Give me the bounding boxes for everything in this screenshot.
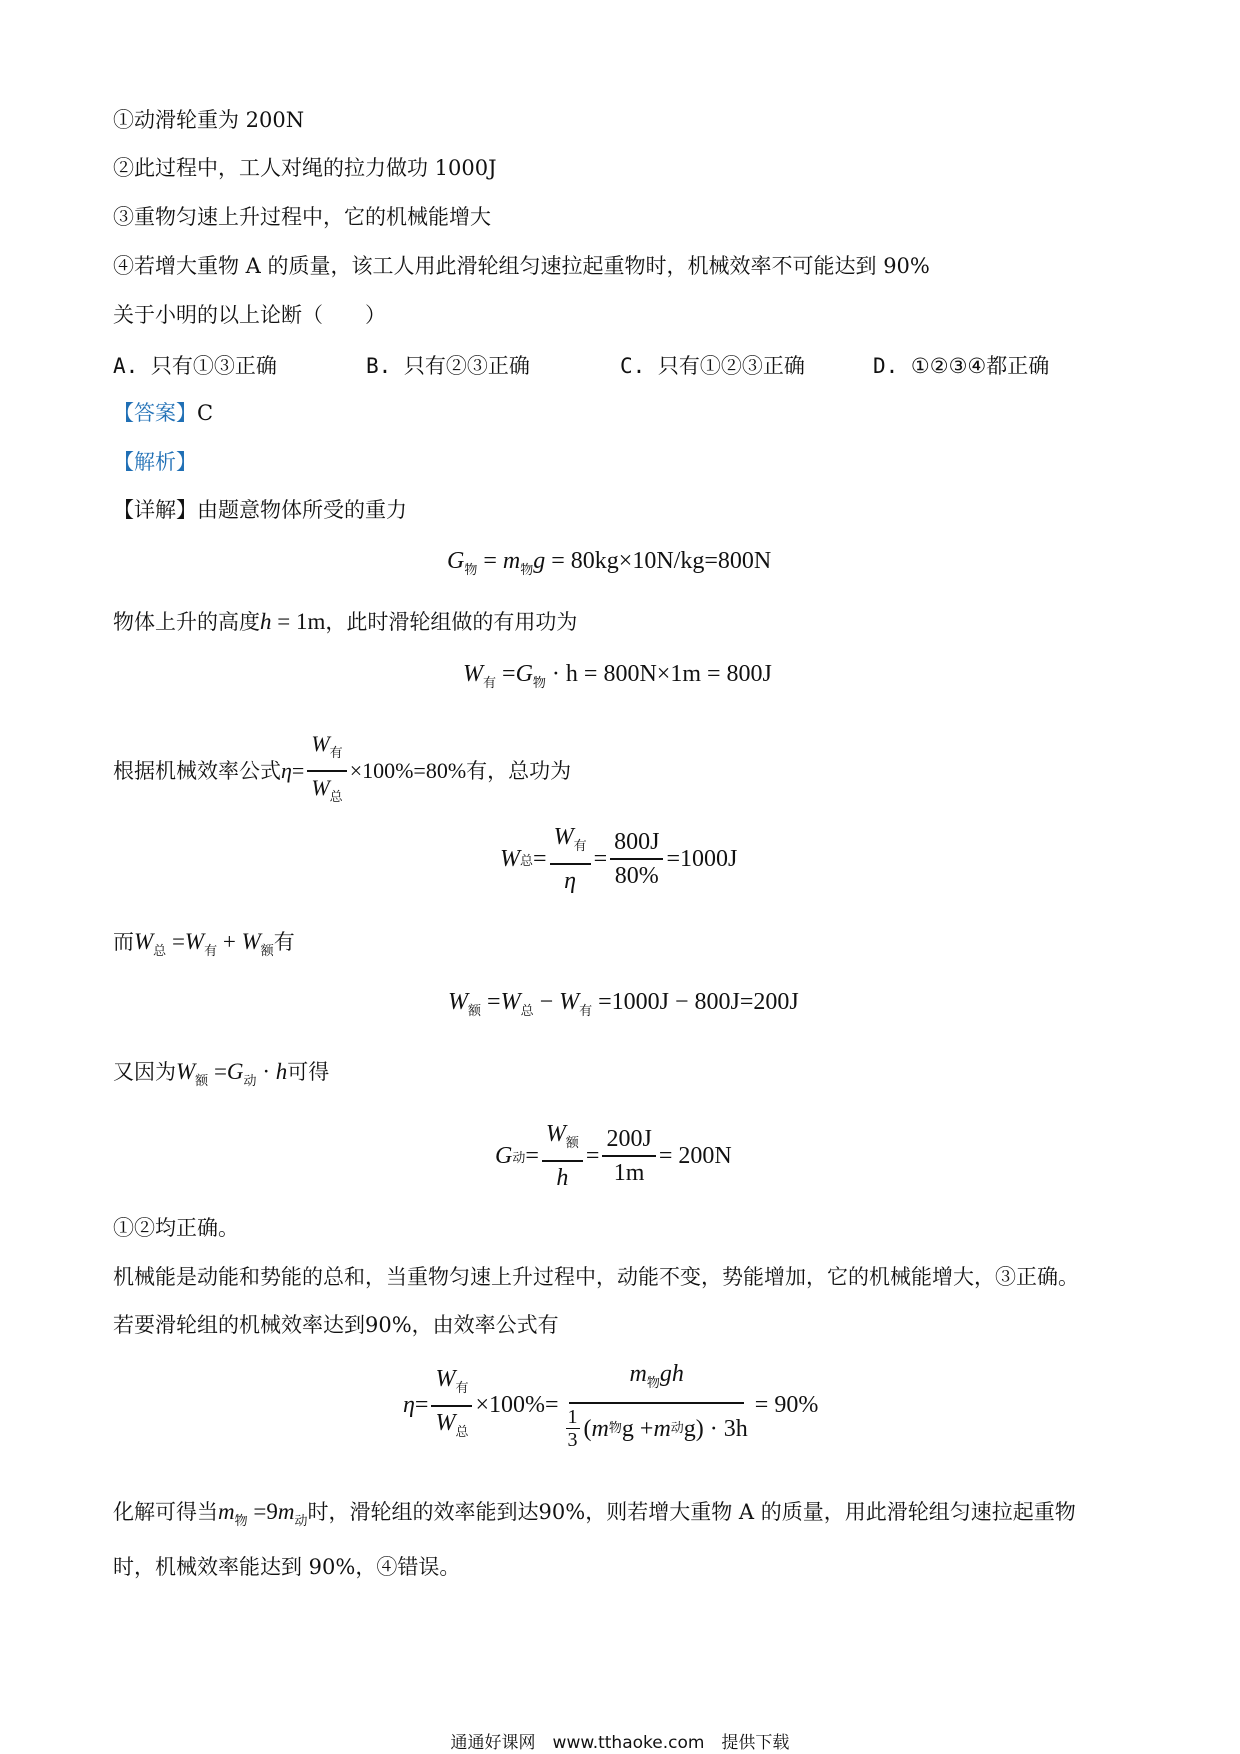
conclusion-1-2: ①②均正确。	[113, 1216, 239, 1240]
footer-source: 通通好课网 www.tthaoke.com 提供下载	[450, 1733, 790, 1753]
analysis-label-text: 【解析】	[113, 450, 197, 474]
detail-line	[113, 496, 407, 524]
extra-work-relation-line: 又因为$W_额 =G_动 \cdot h$可得	[113, 1059, 330, 1089]
equation-extra-work: $W_额 =W_总 - W_有 =1000J - 800J=200J$	[448, 989, 799, 1019]
equation-gravity: $G_物 = m_物g = 80kg\times 10N/kg=800N$	[447, 548, 772, 578]
statement-1: ①动滑轮重为 200N	[113, 108, 305, 132]
option-a: A. 只有①③正确	[113, 354, 277, 378]
final-conclusion: 时，机械效率能达到 90%，④错误。	[113, 1555, 461, 1579]
condition-90-line: 若要滑轮组的机械效率达到90%，由效率公式有	[113, 1313, 559, 1337]
efficiency-line: 根据机械效率公式 η = $\frac{W_有}{W_总}$ ×100%=80% 有，总功为	[113, 736, 571, 806]
option-b: B. 只有②③正确	[366, 354, 530, 378]
equation-total-work: W 总 = $\frac{W_有}{\eta}$ = $\frac{800J}{80\%}$ =1000J	[500, 824, 738, 894]
efficiency-fraction: $\frac{W_有}{W_总}$	[307, 730, 346, 812]
analysis-label	[113, 448, 197, 476]
equation-useful-work: $W_有 =G_物 \cdot h = 800N\times 1m = 800J$	[463, 661, 772, 691]
equation-efficiency-90: η = $\frac{W_有}{W_总}$ ×100%= $m_物gh$ $\frac{1}{3}$ ( m 物 g + m 动 g) · 3h = 90%	[403, 1361, 819, 1451]
height-line: 物体上升的高度h = 1m，此时滑轮组做的有用功为	[113, 609, 578, 634]
detail-text: 由题意物体所受的重力	[197, 498, 407, 522]
answer-label: 【答案】	[113, 401, 197, 425]
answer-value: C	[197, 401, 214, 425]
answer-line	[113, 399, 213, 427]
statement-4: ④若增大重物 A 的质量，该工人用此滑轮组匀速拉起重物时，机械效率不可能达到 90%	[113, 254, 930, 278]
simplify-line: 化解可得当$m_物 =9m_动$时，滑轮组的效率能到达90%，则若增大重物 A 的质量，用此滑轮组匀速拉起重物	[113, 1499, 1076, 1529]
detail-label: 【详解】	[113, 498, 197, 522]
option-d: D. ①②③④都正确	[873, 354, 1050, 378]
statement-2: ②此过程中，工人对绳的拉力做功 1000J	[113, 156, 497, 180]
equation-pulley-weight: G 动 = $\frac{W_额}{h}$ = $\frac{200J}{1m}$ = 200N	[495, 1121, 732, 1191]
conclusion-3: 机械能是动能和势能的总和，当重物匀速上升过程中，动能不变，势能增加，它的机械能增大，③正确。	[113, 1265, 1079, 1289]
question-stem: 关于小明的以上论断（ ）	[113, 303, 386, 327]
statement-3: ③重物匀速上升过程中，它的机械能增大	[113, 205, 491, 229]
total-work-relation-line: 而$W_总 =W_有 + W_额$有	[113, 929, 295, 959]
option-c: C. 只有①②③正确	[620, 354, 805, 378]
